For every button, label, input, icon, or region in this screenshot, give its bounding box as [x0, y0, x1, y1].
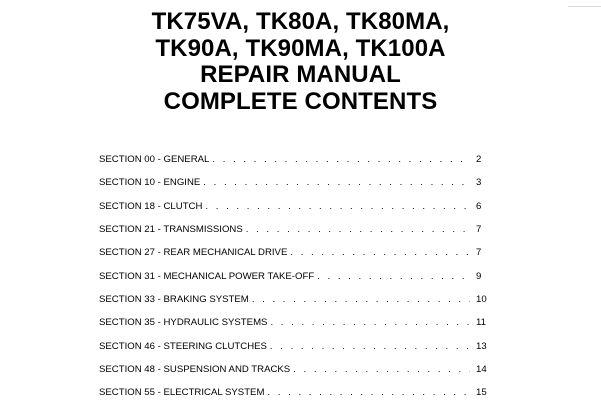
toc-entry-label: SECTION 55 - ELECTRICAL SYSTEM: [99, 387, 267, 398]
toc-dot-leader: [293, 364, 470, 375]
toc-entry-power-take-off: [99, 264, 498, 287]
toc-entry-steering-clutches: [99, 334, 498, 357]
toc-entry-transmissions: [99, 218, 498, 241]
toc-dot-leader: [203, 177, 470, 188]
title-line: TK75VA, TK80A, TK80MA,: [151, 8, 450, 35]
toc-dot-leader: [290, 247, 470, 258]
toc-entry-suspension-and-tracks: [99, 358, 498, 381]
toc-entry-rear-mechanical-drive: [99, 241, 498, 264]
toc-dot-leader: [270, 317, 470, 328]
toc-entry-electrical-system: [99, 381, 498, 404]
toc-entry-label: SECTION 00 - GENERAL: [99, 154, 212, 165]
toc-entry-page: 10: [476, 293, 487, 305]
toc-entry-engine: [99, 171, 498, 194]
toc-entry-page: 11: [476, 317, 486, 329]
toc-entry-page: 9: [476, 270, 482, 282]
toc-dot-leader: [205, 201, 470, 212]
toc-entry-page: 15: [476, 387, 487, 399]
toc-entry-page: 6: [476, 200, 482, 212]
toc-dot-leader: [212, 154, 470, 165]
toc-entry-label: SECTION 10 - ENGINE: [99, 177, 203, 188]
toc-entry-clutch: [99, 195, 498, 218]
toc-entry-page: 2: [476, 154, 482, 166]
toc-entry-page: 13: [476, 340, 487, 352]
corner-rule: [568, 6, 601, 7]
toc-entry-label: SECTION 46 - STEERING CLUTCHES: [99, 341, 270, 352]
toc-entry-label: SECTION 35 - HYDRAULIC SYSTEMS: [99, 317, 270, 328]
toc-entry-label: SECTION 18 - CLUTCH: [99, 201, 205, 212]
toc-dot-leader: [267, 387, 470, 398]
toc-entry-label: SECTION 33 - BRAKING SYSTEM: [99, 294, 252, 305]
title-line: TK90A, TK90MA, TK100A: [155, 34, 446, 62]
table-of-contents: [99, 148, 498, 404]
toc-entry-page: 14: [476, 363, 487, 375]
toc-dot-leader: [317, 271, 470, 282]
toc-dot-leader: [252, 294, 470, 305]
toc-entry-hydraulic-systems: [99, 311, 498, 334]
toc-entry-page: 7: [476, 224, 482, 236]
toc-entry-page: 3: [476, 177, 482, 189]
document-title: [0, 9, 601, 115]
toc-entry-label: SECTION 21 - TRANSMISSIONS: [99, 224, 246, 235]
title-line: REPAIR MANUAL: [200, 61, 401, 88]
toc-dot-leader: [246, 224, 470, 235]
toc-entry-label: SECTION 31 - MECHANICAL POWER TAKE-OFF: [99, 271, 317, 282]
toc-entry-general: [99, 148, 498, 171]
toc-entry-label: SECTION 48 - SUSPENSION AND TRACKS: [99, 364, 293, 375]
toc-dot-leader: [270, 341, 470, 352]
toc-entry-braking-system: [99, 288, 498, 311]
title-line: COMPLETE CONTENTS: [163, 87, 438, 115]
toc-entry-label: SECTION 27 - REAR MECHANICAL DRIVE: [99, 247, 290, 258]
toc-entry-page: 7: [476, 247, 482, 259]
